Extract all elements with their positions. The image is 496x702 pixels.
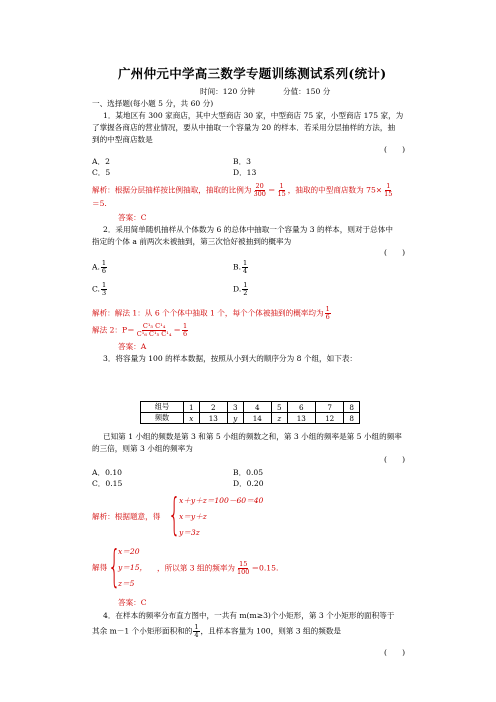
q2-option-d bbox=[233, 282, 249, 297]
q1-line3: 到的中型商店数是 bbox=[92, 135, 153, 144]
table-cell: 1 bbox=[184, 402, 200, 413]
q2-answer: 答案：A bbox=[118, 342, 147, 351]
q4-line2 bbox=[92, 624, 341, 639]
q3-solution-z: z＝5 bbox=[118, 579, 135, 588]
table-cell: 3 bbox=[228, 402, 244, 413]
q2-option-d-frac bbox=[242, 282, 248, 297]
q1-frac-simplified-num: 1 bbox=[279, 182, 284, 190]
q2-option-b-label: B. bbox=[233, 262, 241, 272]
q2-option-a-num: 1 bbox=[101, 259, 107, 267]
q2-answer-paren: ( ) bbox=[384, 248, 406, 257]
q1-equals: ＝ bbox=[267, 185, 276, 195]
q1-option-a: A．2 bbox=[92, 157, 110, 166]
table-cell: 13 bbox=[287, 413, 315, 424]
q3-solution-prefix: 解得 bbox=[92, 563, 108, 572]
q2-option-a-frac bbox=[101, 260, 107, 275]
q1-option-b: B．3 bbox=[233, 157, 252, 166]
q3-solution-frac-num: 15 bbox=[239, 560, 248, 568]
q3-line1: 3．将容量为 100 的样本数据，按照从小到大的顺序分为 8 个组，如下表： bbox=[103, 354, 358, 363]
q4-frac-num: 1 bbox=[194, 623, 199, 631]
q1-frac-ratio-num: 20 bbox=[255, 182, 264, 190]
q2-solution-2-den: C¹₆ C¹₅ C¹₄ bbox=[136, 330, 172, 338]
q2-line1: 2．采用简单随机抽样从个体数为 6 的总体中抽取一个容量为 3 的样本，则对于总体中 bbox=[103, 225, 393, 234]
q3-solution-frac bbox=[236, 561, 250, 576]
q2-option-c-den: 3 bbox=[101, 289, 107, 297]
q1-frac-ratio bbox=[252, 183, 266, 198]
table-row bbox=[141, 402, 360, 413]
q3-option-c: C．0.15 bbox=[92, 479, 123, 488]
table-cell: 7 bbox=[315, 402, 343, 413]
table-cell: 2 bbox=[199, 402, 227, 413]
q3-solution-result bbox=[157, 561, 278, 576]
q2-option-a bbox=[92, 260, 108, 275]
q2-solution-1-frac bbox=[325, 306, 331, 321]
q2-line2: 指定的个体 a 前两次未被抽到，第三次恰好被抽到的概率为 bbox=[92, 237, 292, 246]
q4-frac bbox=[193, 624, 199, 639]
q3-answer: 答案：C bbox=[118, 598, 147, 607]
q1-line1: 1．某地区有 300 家商店，其中大型商店 30 家，中型商店 75 家，小型商店 175 家，为 bbox=[103, 111, 404, 120]
q3-answer-paren: ( ) bbox=[384, 455, 406, 464]
left-brace-icon: { bbox=[168, 489, 181, 540]
q2-solution-2-result-den: 6 bbox=[183, 330, 188, 338]
q4-frac-den: 4 bbox=[194, 631, 199, 639]
q2-option-c-label: C. bbox=[92, 284, 100, 294]
frequency-table bbox=[140, 401, 360, 424]
q2-option-a-den: 6 bbox=[101, 267, 107, 275]
q1-solution-end: ＝5. bbox=[92, 199, 107, 208]
q1-solution-prefix: 解析：根据分层抽样按比例抽取，抽取的比例为 bbox=[92, 185, 252, 195]
table-cell: x bbox=[184, 413, 200, 424]
q3-system-prefix: 解析：根据题意，得 bbox=[92, 512, 161, 521]
q2-solution-1-den: 6 bbox=[325, 313, 330, 321]
q2-solution-2-result bbox=[182, 323, 188, 338]
q3-option-a: A．0.10 bbox=[92, 468, 122, 477]
q2-solution-2-prefix: 解法 2：P＝ bbox=[92, 325, 135, 335]
left-brace-icon: { bbox=[108, 541, 121, 592]
q1-option-d: D．13 bbox=[233, 168, 257, 177]
q2-option-d-den: 2 bbox=[243, 289, 248, 297]
table-cell: 6 bbox=[287, 402, 315, 413]
q3-solution-x: x＝20 bbox=[118, 547, 140, 556]
q1-answer: 答案：C bbox=[118, 213, 147, 222]
table-cell: 8 bbox=[344, 413, 360, 424]
q1-solution bbox=[92, 183, 394, 198]
q3-system-eq1: x＋y＋z＝100－60＝40 bbox=[179, 496, 264, 505]
table-cell: 4 bbox=[243, 402, 271, 413]
q2-option-c bbox=[92, 282, 108, 297]
q3-system-eq2: x＝y＋z bbox=[179, 512, 207, 521]
q1-frac-simplified-den: 15 bbox=[277, 190, 286, 198]
q2-option-d-num: 1 bbox=[243, 281, 248, 289]
q2-solution-1-num: 1 bbox=[325, 305, 330, 313]
q3-option-b: B．0.05 bbox=[233, 468, 264, 477]
q3-line2: 已知第 1 小组的频数是第 3 和第 5 小组的频数之和，第 3 小组的频率是第 5 小组的频率 bbox=[103, 432, 402, 441]
q1-option-c: C．5 bbox=[92, 168, 111, 177]
q2-option-a-label: A. bbox=[92, 262, 100, 272]
q2-solution-2-num: C¹₅ C¹₄ bbox=[142, 322, 166, 330]
q4-line2-start: 其余 m－1 个小矩形面积和的 bbox=[92, 626, 193, 636]
table-cell: 14 bbox=[243, 413, 271, 424]
q2-solution-2-eq: ＝ bbox=[173, 325, 182, 335]
q3-system-eq3: y＝3z bbox=[179, 528, 200, 537]
q1-frac-mult-num: 1 bbox=[386, 182, 391, 190]
section-heading: 一、选择题(每小题 5 分，共 60 分) bbox=[92, 99, 214, 108]
q1-solution-mid: ，抽取的中型商店数为 75× bbox=[287, 185, 383, 195]
q2-solution-2-frac bbox=[136, 323, 173, 338]
q3-solution-frac-den: 100 bbox=[237, 568, 250, 576]
q2-option-b-den: 4 bbox=[243, 267, 248, 275]
q2-option-b-frac bbox=[242, 260, 248, 275]
table-cell: 频数 bbox=[141, 413, 184, 424]
q1-frac-simplified bbox=[276, 183, 286, 198]
q1-frac-ratio-den: 300 bbox=[253, 190, 266, 198]
q3-line3: 的三倍，则第 3 小组的频率为 bbox=[92, 444, 193, 453]
q3-solution-y: y＝15， bbox=[118, 563, 148, 572]
table-cell: 12 bbox=[315, 413, 343, 424]
table-cell: y bbox=[228, 413, 244, 424]
table-cell: 8 bbox=[344, 402, 360, 413]
q4-line1: 4．在样本的频率分布直方图中，一共有 m(m≥3)个小矩形，第 3 个小矩形的面积等于 bbox=[103, 611, 395, 620]
q2-option-b-num: 1 bbox=[243, 259, 248, 267]
exam-score: 分值：150 分 bbox=[283, 87, 331, 96]
q2-solution-1-text: 解析：解法 1：从 6 个个体中抽取 1 个，每个个体被抽到的概率均为 bbox=[92, 308, 324, 318]
q3-solution-mid: ，所以第 3 组的频率为 bbox=[157, 563, 236, 573]
q2-option-c-num: 1 bbox=[101, 281, 107, 289]
q1-frac-mult bbox=[383, 183, 393, 198]
table-row bbox=[141, 413, 360, 424]
table-cell: z bbox=[271, 413, 287, 424]
q3-solution-end: ＝0.15. bbox=[251, 563, 279, 573]
q1-frac-mult-den: 15 bbox=[384, 190, 393, 198]
exam-time: 时间：120 分钟 bbox=[200, 87, 255, 96]
q2-option-b bbox=[233, 260, 249, 275]
q2-solution-2 bbox=[92, 323, 189, 338]
q3-option-d: D．0.20 bbox=[233, 479, 264, 488]
q2-option-d-label: D. bbox=[233, 284, 242, 294]
q2-solution-2-result-num: 1 bbox=[183, 322, 188, 330]
table-cell: 5 bbox=[271, 402, 287, 413]
page-title: 广州仲元中学高三数学专题训练测试系列(统计) bbox=[118, 66, 387, 81]
q1-answer-paren: ( ) bbox=[384, 145, 406, 154]
q4-answer-paren: ( ) bbox=[384, 648, 406, 657]
q2-option-c-frac bbox=[101, 282, 107, 297]
table-cell: 组号 bbox=[141, 402, 184, 413]
q4-line2-end: ，且样本容量为 100，则第 3 组的频数是 bbox=[200, 626, 342, 636]
table-cell: 13 bbox=[199, 413, 227, 424]
q1-line2: 了掌握各商店的营业情况，要从中抽取一个容量为 20 的样本．若采用分层抽样的方法，抽 bbox=[92, 123, 396, 132]
q2-solution-1 bbox=[92, 306, 332, 321]
